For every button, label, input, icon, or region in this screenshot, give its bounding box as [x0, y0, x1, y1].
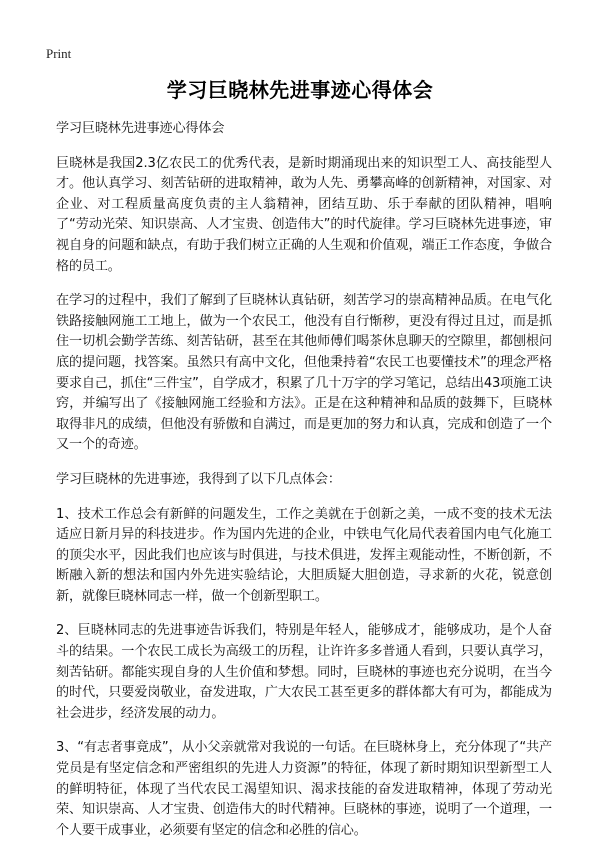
page-title: 学习巨晓林先进事迹心得体会: [166, 78, 434, 102]
paragraph-learning: 在学习的过程中，我们了解到了巨晓林认真钻研，刻苦学习的崇高精神品质。在电气化铁路接触网施工工地上，做为一个农民工，他没有自行惭秽，更没有得过且过，而是抓住一切机会勤学苦练、刻苦钻研，甚至在其他师傅们喝茶休息聊天的空隙里，都刨根问底的提问题，找答案。虽然只有高中文化，但他秉持着“农民工也要懂技术”的理念严格要求自己，抓住“三件宝”，自学成才，积累了几十万字的学习笔记，总结出43项施工诀窍，并编写出了《接触网施工经验和方法》。正是在这种精神和品质的鼓舞下，巨晓林取得非凡的成绩，但他没有骄傲和自满过，而是更加的努力和认真，完成和创造了一个又一个的奇迹。: [56, 293, 552, 453]
article-subtitle: 学习巨晓林先进事迹心得体会: [56, 121, 225, 136]
paragraph-point-3: 3、“有志者事竟成”，从小父亲就常对我说的一句话。在巨晓林身上，充分体现了“共产党员是有坚定信念和严密组织的先进人力资源”的特征，体现了新时期知识型新型工人的鲜明特征，体现了当代农民工渴望知识、渴求技能的奋发进取精神，体现了劳动光荣、知识崇高、人才宝贵、创造伟大的时代精神。巨晓林的事迹，说明了一个道理，一个人要干成事业，必须要有坚定的信念和必胜的信心。: [56, 740, 552, 838]
paragraph-point-2: 2、巨晓林同志的先进事迹告诉我们，特别是年轻人，能够成才，能够成功，是个人奋斗的结果。一个农民工成长为高级工的历程，让许许多多普通人看到，只要认真学习，刻苦钻研。都能实现自身的人生价值和梦想。同时，巨晓林的事迹也充分说明，在当今的时代，只要爱岗敬业，奋发进取，广大农民工甚至更多的群体都大有可为，都能成为社会进步，经济发展的动力。: [56, 623, 552, 721]
paragraph-point-1: 1、技术工作总会有新鲜的问题发生，工作之美就在于创新之美，一成不变的技术无法适应日新月异的科技进步。作为国内先进的企业，中铁电气化局代表着国内电气化施工的顶尖水平，因此我们也应该与时俱进，与技术俱进，发挥主观能动性，不断创新，不断融入新的想法和国内外先进实验结论，大胆质疑大胆创造，寻求新的火花，锐意创新，就像巨晓林同志一样，做一个创新型职工。: [56, 506, 552, 604]
article-body: [56, 119, 552, 855]
print-link[interactable]: Print: [46, 46, 72, 61]
paragraph-intro: 巨晓林是我国2.3亿农民工的优秀代表，是新时期涌现出来的知识型工人、高技能型人才。他认真学习、刻苦钻研的进取精神，敢为人先、勇攀高峰的创新精神，对国家、对企业、对工程质量高度负责的主人翁精神，团结互助、乐于奉献的团队精神，唱响了“劳动光荣、知识崇高、人才宝贵、创造伟大”的时代旋律。学习巨晓林先进事迹，审视自身的问题和缺点，有助于我们树立正确的人生观和价值观，端正工作态度，争做合格的员工。: [56, 155, 552, 274]
paragraph-takeaways-heading: 学习巨晓林的先进事迹，我得到了以下几点体会：: [56, 471, 341, 487]
